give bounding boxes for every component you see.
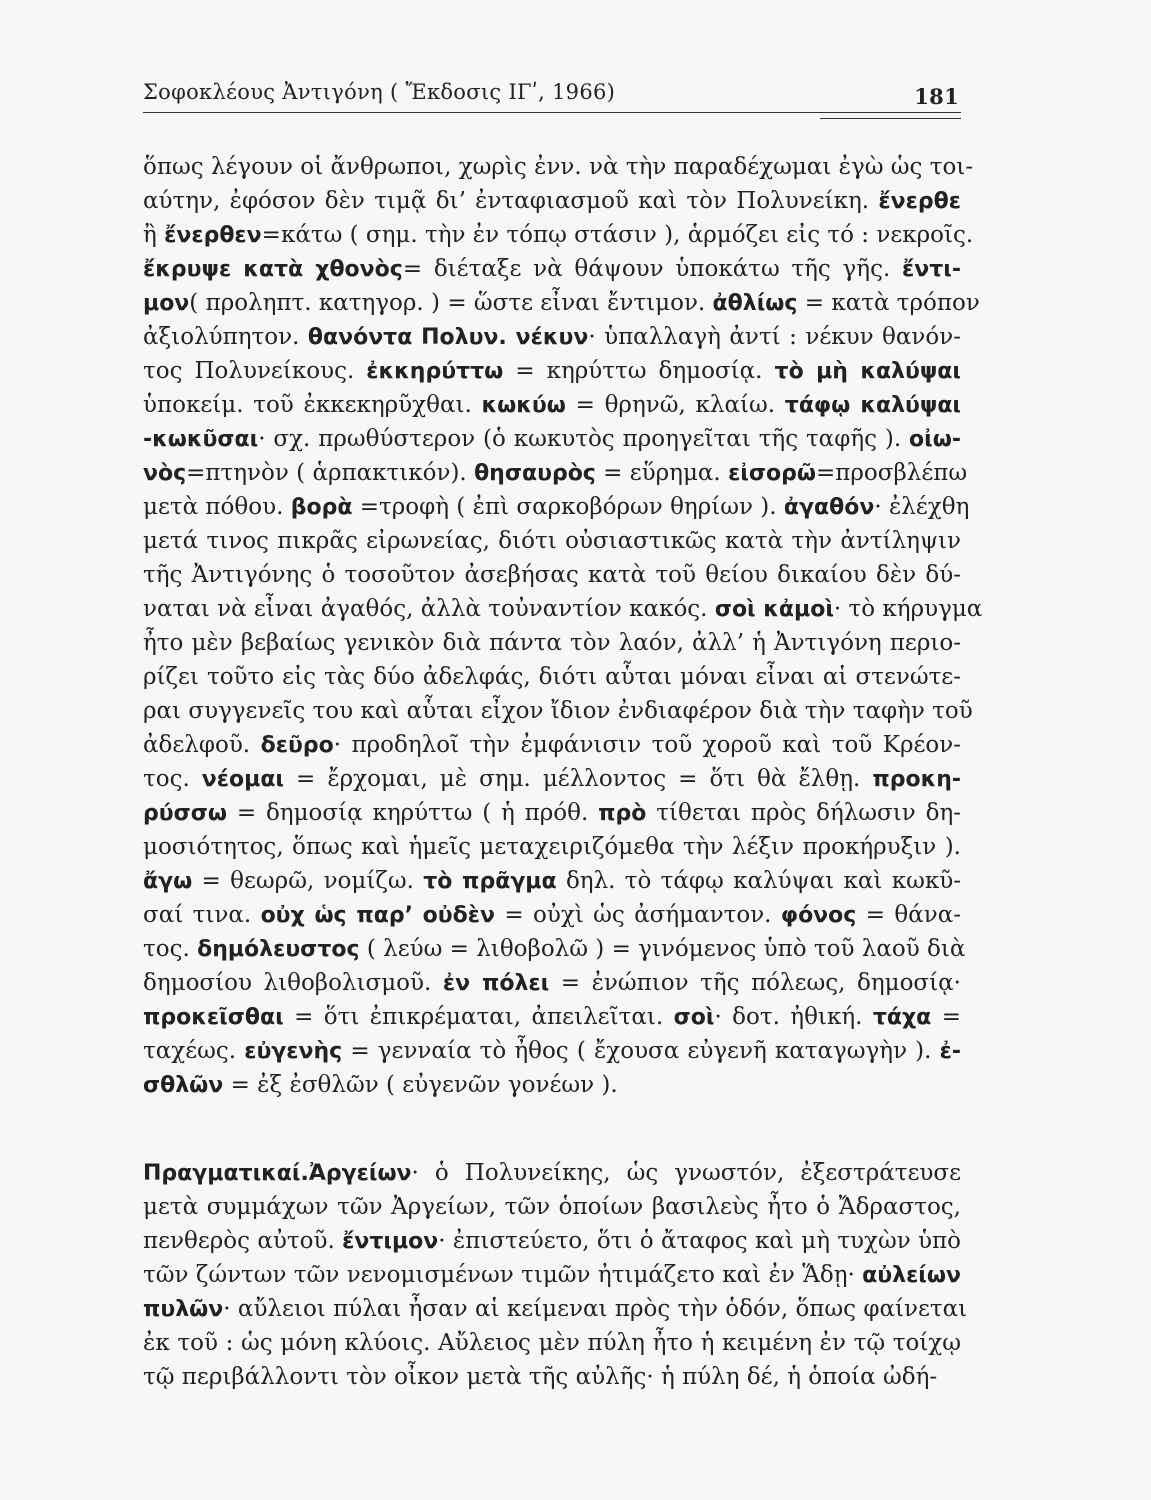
text-line <box>143 660 961 694</box>
lemma-term: Ἀργείων <box>308 1161 412 1186</box>
gloss-text: τος. <box>143 766 202 792</box>
text-line <box>143 1292 968 1326</box>
gloss-text: ἀδελφοῦ. <box>143 732 261 758</box>
lemma-term: ἐ- <box>939 1039 961 1064</box>
gloss-text: αύτην, ἐφόσον δὲν τιμᾷ δι’ ἐνταφιασμοῦ καὶ τὸν Πολυνείκη. <box>143 188 879 214</box>
text-line <box>143 1000 961 1034</box>
gloss-text: τῷ περιβάλλοντι τὸν οἶκον μετὰ τῆς αὐλῆς· ἡ πύλη δέ, ἡ ὁποία ὠδή- <box>143 1364 938 1390</box>
lemma-term: νέομαι <box>201 767 285 792</box>
lemma-term: πρὸ <box>598 801 647 826</box>
gloss-text: =πτηνὸν ( ἁρπακτικόν). <box>186 460 475 486</box>
gloss-text: τῆς Ἀντιγόνης ὁ τοσοῦτον ἀσεβήσας κατὰ τοῦ θείου δικαίου δὲν δύ- <box>143 562 961 588</box>
lemma-term: τὸ πρᾶγμα <box>423 869 557 894</box>
text-line <box>143 796 961 830</box>
gloss-text: ραι συγγενεῖς του καὶ αὗται εἶχον ἴδιον ἐνδιαφέρον διὰ τὴν ταφὴν τοῦ <box>143 698 973 724</box>
gloss-text: = θρηνῶ, κλαίω. <box>565 392 785 418</box>
gloss-text: = κηρύττω δημοσίᾳ. <box>503 358 775 384</box>
text-line <box>143 218 974 252</box>
gloss-text: = διέταξε νὰ θάψουν ὑποκάτω τῆς γῆς. <box>402 256 902 282</box>
header-rule <box>143 112 961 113</box>
lemma-term: νὸς <box>143 461 187 486</box>
lemma-term: ἔνερθεν <box>164 223 262 248</box>
lemma-term: Πραγματικαί. <box>143 1161 309 1186</box>
lemma-term: δημόλευστος <box>197 937 360 962</box>
gloss-text: = οὐχὶ ὡς ἀσήμαντον. <box>494 902 781 928</box>
gloss-text: ταχέως. <box>143 1038 245 1064</box>
gloss-text: μοσιότητος, ὅπως καὶ ἡμεῖς μεταχειριζόμεθα τὴν λέξιν προκήρυξιν ). <box>143 834 961 860</box>
gloss-text: = γενναία τὸ ἦθος ( ἔχουσα εὐγενῆ καταγωγὴν ). <box>342 1038 940 1064</box>
text-line <box>143 252 961 286</box>
text-line <box>143 762 961 796</box>
running-header <box>143 72 961 112</box>
lemma-term: προκεῖσθαι <box>143 1005 284 1030</box>
gloss-text: =προσβλέπω <box>816 460 968 486</box>
lemma-term: ἔντι- <box>902 257 961 282</box>
gloss-text: · σχ. πρωθύστερον (ὁ κωκυτὸς προηγεῖται τῆς ταφῆς ). <box>258 426 910 452</box>
text-line <box>143 1360 961 1394</box>
gloss-text: μετὰ πόθου. <box>143 494 291 520</box>
gloss-text: δημοσίου λιθοβολισμοῦ. <box>143 970 443 996</box>
gloss-text: μετὰ συμμάχων τῶν Ἀργείων, τῶν ὁποίων βασιλεὺς ἦτο ὁ Ἄδραστος, <box>143 1194 961 1220</box>
text-line <box>143 592 983 626</box>
gloss-text: =τροφὴ ( ἐπὶ σαρκοβόρων θηρίων ). <box>352 494 784 520</box>
gloss-text: · ἐλέχθη <box>874 494 970 520</box>
lemma-term: αὐλείων <box>862 1263 961 1288</box>
header-title: Σοφοκλέους Ἀντιγόνη ( Ἔκδοσις ΙΓʹ, 1966) <box>143 80 616 104</box>
text-line <box>143 864 961 898</box>
text-line <box>143 1224 961 1258</box>
text-line <box>143 898 961 932</box>
text-line <box>143 422 961 456</box>
gloss-text: ἢ <box>143 222 165 248</box>
text-line <box>143 1034 961 1068</box>
lemma-term: σοὶ <box>673 1005 715 1030</box>
text-line <box>143 354 961 388</box>
lemma-term: ἀγαθόν <box>783 495 875 520</box>
gloss-text: ναται νὰ εἶναι ἀγαθός, ἀλλὰ τοὐναντίον κακός. <box>143 596 715 622</box>
gloss-text: ὑποκείμ. τοῦ ἐκκεκηρῦχθαι. <box>143 392 482 418</box>
gloss-text: = θεωρῶ, νομίζω. <box>192 868 424 894</box>
gloss-text: πενθερὸς αὐτοῦ. <box>143 1228 343 1254</box>
gloss-text: ( λεύω = λιθοβολῶ ) = γινόμενος ὑπὸ τοῦ λαοῦ διὰ <box>359 936 966 962</box>
gloss-text: = θάνα- <box>856 902 961 928</box>
gloss-text: σαί τινα. <box>143 902 261 928</box>
gloss-text: · αὔλειοι πύλαι ἦσαν αἱ κείμεναι πρὸς τὴν ὁδόν, ὅπως φαίνεται <box>223 1296 968 1322</box>
commentary-paragraph <box>143 150 983 1102</box>
lemma-term: ἄγω <box>143 869 193 894</box>
gloss-text: = ὅτι ἐπικρέμαται, ἀπειλεῖται. <box>283 1004 674 1030</box>
gloss-text: μετά τινος πικρᾶς εἰρωνείας, διότι οὐσιαστικῶς κατὰ τὴν ἀντίληψιν <box>143 528 961 554</box>
gloss-text: = εὕρημα. <box>595 460 729 486</box>
lemma-term: ἀθλίως <box>712 291 798 316</box>
lemma-term: τάφῳ καλύψαι <box>784 393 962 418</box>
text-line <box>143 1190 961 1224</box>
text-line <box>143 626 961 660</box>
lemma-term: θησαυρὸς <box>474 461 596 486</box>
gloss-text: = ἐνώπιον τῆς πόλεως, δημοσίᾳ· <box>549 970 961 996</box>
gloss-text: τος Πολυνείκους. <box>143 358 367 384</box>
text-line <box>143 286 980 320</box>
gloss-text: ὅπως λέγουν οἱ ἄνθρωποι, χωρὶς ἐνν. νὰ τὴν παραδέχωμαι ἐγὼ ὡς τοι- <box>143 154 974 180</box>
lemma-term: ἐν πόλει <box>442 971 550 996</box>
gloss-text: τος. <box>143 936 198 962</box>
text-line <box>143 150 974 184</box>
gloss-text: · προδηλοῖ τὴν ἐμφάνισιν τοῦ χοροῦ καὶ τοῦ Κρέον- <box>333 732 961 758</box>
gloss-text: · ὑπαλλαγὴ ἀντί : νέκυν θανόν- <box>588 324 961 350</box>
lemma-term: θανόντα Πολυν. νέκυν <box>307 325 589 350</box>
lemma-term: φόνος <box>780 903 857 928</box>
gloss-text: = κατὰ τρόπον <box>797 290 980 316</box>
gloss-text: ἀξιολύπητον. <box>143 324 308 350</box>
gloss-text: · ἐπιστεύετο, ὅτι ὁ ἄταφος καὶ μὴ τυχὼν ὑπὸ <box>438 1228 961 1254</box>
page-number: 181 <box>914 84 959 109</box>
lemma-term: εὐγενὴς <box>244 1039 343 1064</box>
text-line <box>143 388 961 422</box>
lemma-term: οἰω- <box>909 427 961 452</box>
lemma-term: ἔκρυψε κατὰ χθονὸς <box>143 257 403 282</box>
gloss-text: = ἔρχομαι, μὲ σημ. μέλλοντος = ὅτι θὰ ἔλθῃ. <box>284 766 873 792</box>
lemma-term: μον <box>143 291 190 316</box>
lemma-term: σθλῶν <box>143 1073 224 1098</box>
text-line <box>143 490 970 524</box>
text-line <box>143 1068 961 1102</box>
lemma-term: τάχα <box>872 1005 932 1030</box>
text-line <box>143 932 966 966</box>
gloss-text: = δημοσίᾳ κηρύττω ( ἡ πρόθ. <box>227 800 599 826</box>
gloss-text: = <box>931 1004 961 1030</box>
text-line <box>143 524 961 558</box>
text-line <box>143 184 961 218</box>
lemma-term: οὐχ ὡς παρ’ οὐδὲν <box>260 903 495 928</box>
lemma-term: εἰσορῶ <box>728 461 816 486</box>
lemma-term: πυλῶν <box>143 1297 224 1322</box>
text-line <box>143 830 961 864</box>
lemma-term: βορὰ <box>290 495 353 520</box>
text-line <box>143 558 961 592</box>
lemma-term: ἐκκηρύττω <box>366 359 504 384</box>
gloss-text: · δοτ. ἠθική. <box>714 1004 873 1030</box>
factual-notes-paragraph <box>143 1156 968 1394</box>
gloss-text: =κάτω ( σημ. τὴν ἐν τόπῳ στάσιν ), ἁρμόζει εἰς τό : νεκροῖς. <box>261 222 974 248</box>
gloss-text: · τὸ κήρυγμα <box>833 596 983 622</box>
gloss-text: · ὁ Πολυνείκης, ὡς γνωστόν, ἐξεστράτευσε <box>411 1160 961 1186</box>
text-line <box>143 1326 961 1360</box>
gloss-text: δηλ. τὸ τάφῳ καλύψαι καὶ κωκῦ- <box>556 868 961 894</box>
lemma-term: τὸ μὴ καλύψαι <box>774 359 961 384</box>
lemma-term: κωκύω <box>481 393 566 418</box>
lemma-term: προκη- <box>872 767 961 792</box>
text-line <box>143 1258 961 1292</box>
text-line <box>143 728 961 762</box>
text-line <box>143 694 973 728</box>
text-line <box>143 320 961 354</box>
text-line <box>143 1156 961 1190</box>
lemma-term: -κωκῦσαι <box>143 427 259 452</box>
lemma-term: ρύσσω <box>143 801 227 826</box>
gloss-text: = ἐξ ἐσθλῶν ( εὐγενῶν γονέων ). <box>223 1072 618 1098</box>
gloss-text: τῶν ζώντων τῶν νενομισμένων τιμῶν ἠτιμάζετο καὶ ἐν Ἅδῃ· <box>143 1262 863 1288</box>
header-rule-short <box>820 118 961 119</box>
lemma-term: σοὶ κἀμοὶ <box>714 597 834 622</box>
gloss-text: τίθεται πρὸς δήλωσιν δη- <box>646 800 961 826</box>
lemma-term: ἔντιμον <box>342 1229 439 1254</box>
lemma-term: ἔνερθε <box>878 189 961 214</box>
gloss-text: ρίζει τοῦτο εἰς τὰς δύο ἀδελφάς, διότι αὗται μόναι εἶναι αἱ στενώτε- <box>143 664 961 690</box>
text-line <box>143 456 968 490</box>
lemma-term: δεῦρο <box>260 733 334 758</box>
text-line <box>143 966 961 1000</box>
gloss-text: ἦτο μὲν βεβαίως γενικὸν διὰ πάντα τὸν λαόν, ἀλλ’ ἡ Ἀντιγόνη περιο- <box>143 630 961 656</box>
gloss-text: ἐκ τοῦ : ὡς μόνη κλύοις. Αὔλειος μὲν πύλη ἦτο ἡ κειμένη ἐν τῷ τοίχῳ <box>143 1330 961 1356</box>
gloss-text: ( προληπτ. κατηγορ. ) = ὥστε εἶναι ἔντιμον. <box>189 290 713 316</box>
